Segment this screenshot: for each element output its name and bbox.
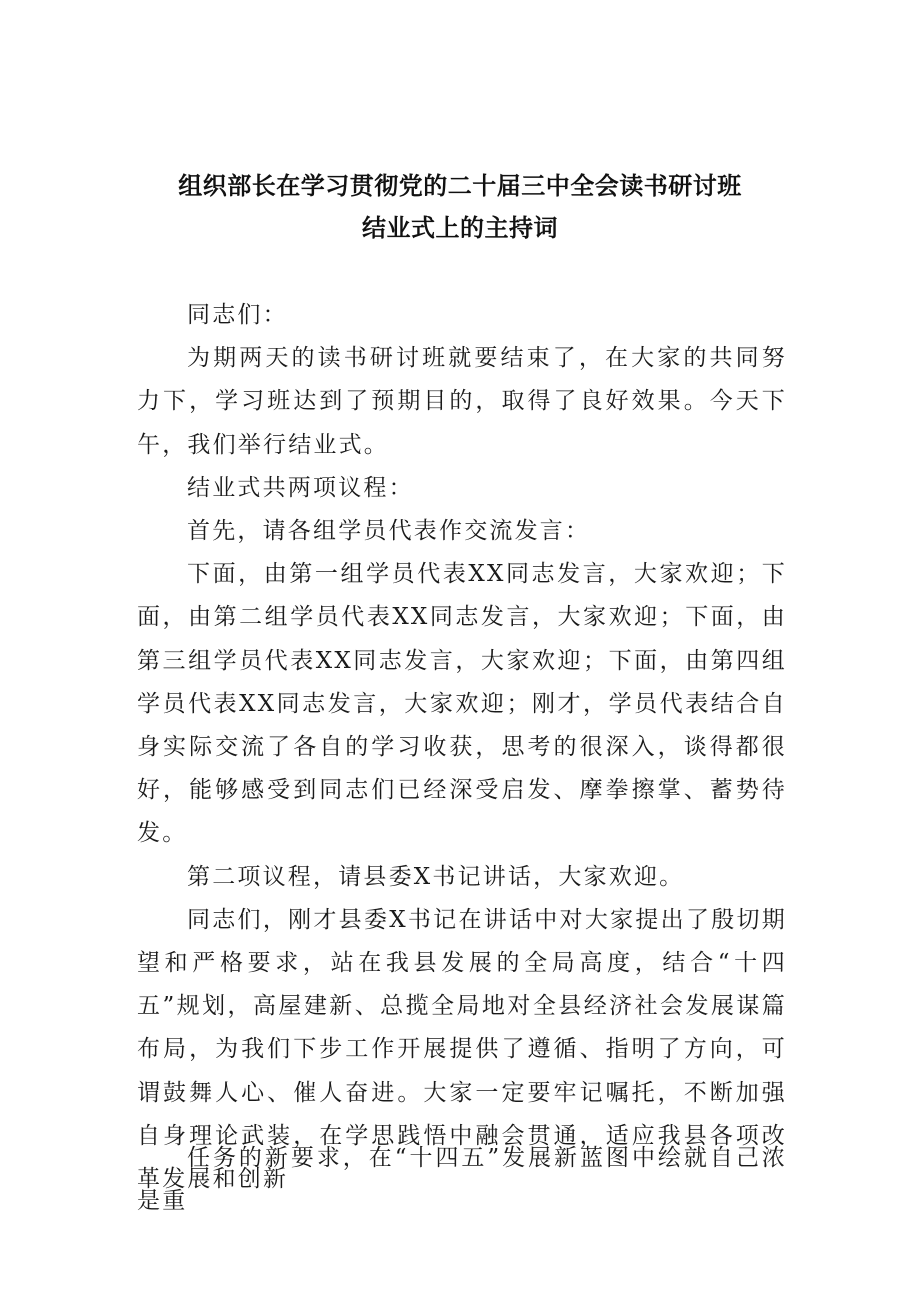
body-paragraph: 为期两天的读书研讨班就要结束了，在大家的共同努力下，学习班达到了预期目的，取得了良好效果。今天下午，我们举行结业式。	[137, 345, 787, 458]
body-paragraph: 首先，请各组学员代表作交流发言：	[187, 518, 591, 545]
document-title-line-1: 组织部长在学习贯彻党的二十届三中全会读书研讨班	[178, 172, 742, 200]
body-paragraph: 第二项议程，请县委X书记讲话，大家欢迎。	[187, 863, 685, 890]
continuation-section	[137, 1137, 787, 1223]
document-body	[137, 294, 787, 1201]
continuation-paragraph: 任务的新要求，在“十四五”发展新蓝图中绘就自己浓是重	[137, 1145, 787, 1215]
body-paragraph: 下面，由第一组学员代表XX同志发言，大家欢迎；下面，由第二组学员代表XX同志发言，大家欢迎；下面，由第三组学员代表XX同志发言，大家欢迎；下面，由第四组学员代表XX同志发言，大家欢迎；刚才，学员代表结合自身实际交流了各自的学习收获，思考的很深入，谈得都很好，能够感受到同志们已经深受启发、摩拳擦掌、蓄势待发。	[137, 561, 787, 847]
salutation-paragraph: 同志们：	[187, 302, 288, 328]
body-paragraph: 同志们，刚才县委X书记在讲话中对大家提出了殷切期望和严格要求，站在我县发展的全局高度，结合“十四五”规划，高屋建新、总揽全局地对全县经济社会发展谋篇布局，为我们下步工作开展提供了遵循、指明了方向，可谓鼓舞人心、催人奋进。大家一定要牢记嘱托，不断加强自身理论武装，在学思践悟中融会贯通，适应我县各项改革发展和创新	[137, 906, 787, 1193]
document-title-line-2: 结业式上的主持词	[362, 214, 558, 242]
body-paragraph: 结业式共两项议程：	[187, 474, 414, 501]
